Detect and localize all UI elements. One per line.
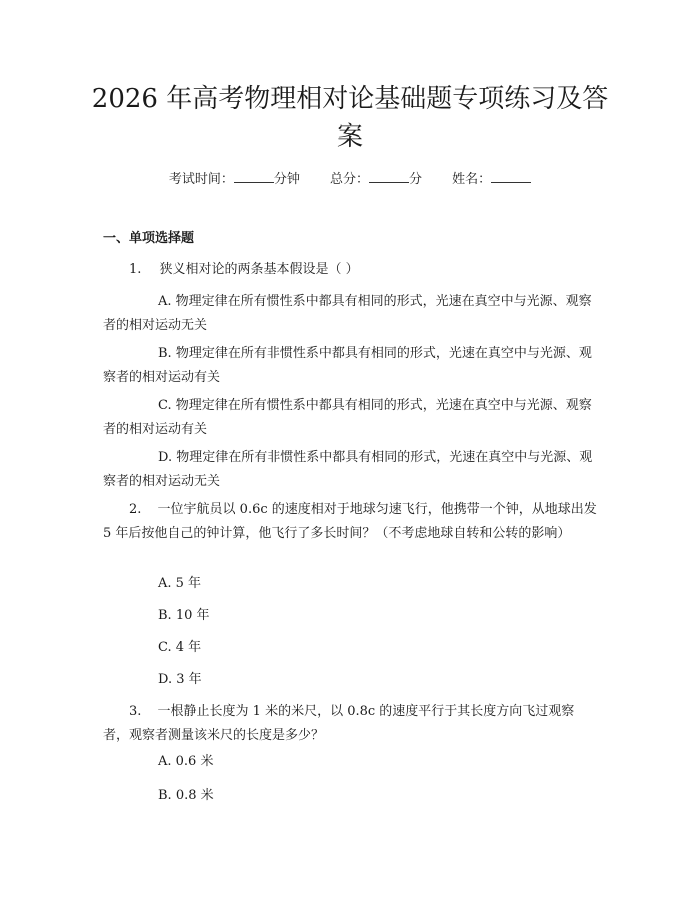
section-title: 一、单项选择题 [103,231,195,246]
question-1-option-a: A. 物理定律在所有惯性系中都具有相同的形式，光速在真空中与光源、观察者的相对运动无关 [103,294,592,333]
question-1-option-d: D. 物理定律在所有非惯性系中都具有相同的形式，光速在真空中与光源、观察者的相对运动无关 [103,450,593,489]
document-title: 2026 年高考物理相对论基础题专项练习及答案 [91,84,609,152]
question-text: 狭义相对论的两条基本假设是（ ） [159,262,359,277]
exam-time-label: 考试时间： [168,172,234,187]
question-3 [103,700,600,748]
name-label: 姓名： [452,172,492,187]
question-2-option-a: A. 5 年 [158,576,202,591]
exam-time-blank [234,170,274,183]
question-3-option-a: A. 0.6 米 [158,754,214,769]
exam-time-unit: 分钟 [273,172,300,187]
question-2 [103,498,600,546]
question-number: 2. [129,502,142,517]
question-1 [103,258,600,282]
question-1-option-c: C. 物理定律在所有惯性系中都具有相同的形式，光速在真空中与光源、观察者的相对运动有关 [103,398,592,437]
question-2-option-d: D. 3 年 [158,672,202,687]
question-2-option-c: C. 4 年 [158,640,202,655]
name-blank [491,170,531,183]
question-text: 一位宇航员以 0.6c 的速度相对于地球匀速飞行，他携带一个钟，从地球出发 5 年后按他自己的钟计算，他飞行了多长时间？（不考虑地球自转和公转的影响） [103,502,597,541]
total-score-blank [369,170,409,183]
question-1-option-b: B. 物理定律在所有非惯性系中都具有相同的形式，光速在真空中与光源、观察者的相对运动有关 [103,346,592,385]
question-3-option-b: B. 0.8 米 [158,788,214,803]
question-number: 3. [129,704,142,719]
question-2-option-b: B. 10 年 [158,608,210,623]
question-number: 1. [129,262,142,277]
question-text: 一根静止长度为 1 米的米尺，以 0.8c 的速度平行于其长度方向飞过观察者，观察者测量该米尺的长度是多少？ [103,704,575,743]
total-score-unit: 分 [409,172,423,187]
exam-info-line [0,170,700,189]
total-score-label: 总分： [329,172,369,187]
